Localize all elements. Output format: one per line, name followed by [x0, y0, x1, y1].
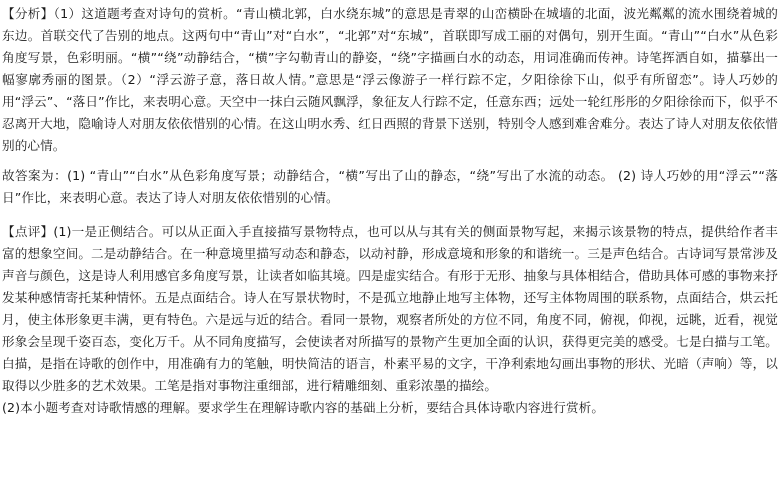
analysis-paragraph: 【分析】（1）这道题考查对诗句的赏析。“青山横北郭，白水绕东城”的意思是青翠的山峦横卧在城墙的北面，波光粼粼的流水围绕着城的东边。首联交代了告别的地点。这两句中“青山”对“白水”，“北郭”对“东城”，首联即写成工丽的对偶句，别开生面。“青山”“白水”从色彩角度写景，色彩明丽。“横”“绕”动静结合，“横”字勾勒青山的静姿，“绕”字描画白水的动态，用词准确而传神。诗笔挥洒自如，描摹出一幅寥廓秀丽的图景。（2）“浮云游子意，落日故人情。”意思是“浮云像游子一样行踪不定，夕阳徐徐下山，似乎有所留恋”。诗人巧妙的用“浮云”、“落日”作比，来表明心意。天空中一抹白云随风飘浮，象征友人行踪不定，任意东西；远处一轮红彤彤的夕阳徐徐而下，似乎不忍离开大地，隐喻诗人对朋友依依惜别的心情。在这山明水秀、红日西照的背景下送别，特别令人感到难舍难分。表达了诗人对朋友依依惜别的心情。	[2, 6, 778, 153]
comment-paragraph: 【点评】(1)一是正侧结合。可以从正面入手直接描写景物特点，也可以从与其有关的侧面景物写起，来揭示该景物的特点，提供给作者丰富的想象空间。二是动静结合。在一种意境里描写动态和静态，以动衬静，形成意境和形象的和谐统一。三是声色结合。古诗词写景常涉及声音与颜色，这是诗人利用感官多角度写景，让读者如临其境。四是虚实结合。有形于无形、抽象与具体相结合，借助具体可感的事物来抒发某种感情寄托某种情怀。五是点面结合。诗人在写景状物时，不是孤立地静止地写主体物，还写主体物周围的联系物，点面结合，烘云托月，使主体形象更丰满，更有特色。六是远与近的结合。看同一景物，观察者所处的方位不同，角度不同，俯视，仰视，远眺，近看，视觉形象会呈现千姿百态，变化万千。从不同角度描写，会使读者对所描写的景物产生更加全面的认识，获得更完美的感受。七是白描与工笔。白描，是指在诗歌的创作中，用准确有力的笔触，明快简洁的语言，朴素平易的文字，干净利索地勾画出事物的形状、光暗（声响）等，以取得以少胜多的艺术效果。工笔是指对事物注重细部，进行精雕细刻、重彩浓墨的描绘。 (2)本小题考查对诗歌情感的理解。要求学生在理解诗歌内容的基础上分析，要结合具体诗歌内容进行赏析。	[2, 224, 778, 415]
answer-paragraph: 故答案为：(1) “青山”“白水”从色彩角度写景；动静结合，“横”写出了山的静态，“绕”写出了水流的动态。 (2) 诗人巧妙的用“浮云”“落日”作比，来表明心意。表达了诗人对朋友依依惜别的心情。	[2, 168, 778, 205]
